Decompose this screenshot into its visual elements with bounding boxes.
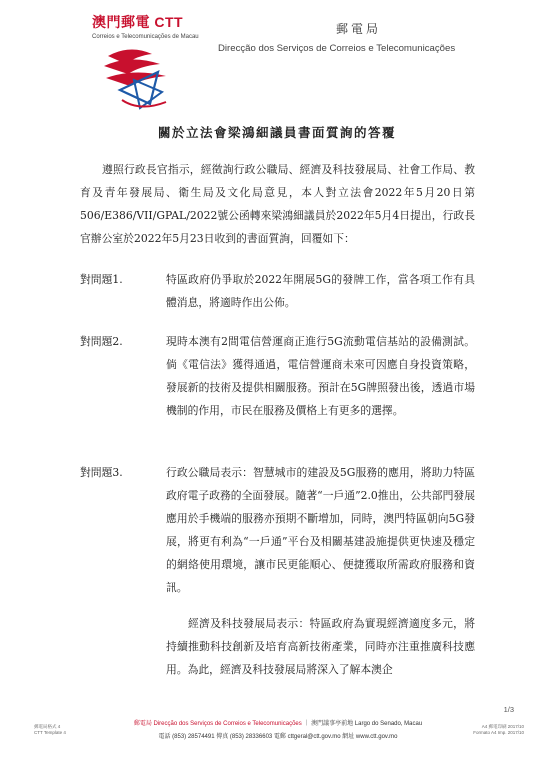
footer-template-note: 郵電局格式 4 CTT Template 4: [34, 724, 66, 735]
footer-contact: 電話 (853) 28574491 傳真 (853) 28336603 電郵 cttgeral@ctt.gov.mo 網址 www.ctt.gov.mo: [158, 734, 398, 740]
document-title: 關於立法會梁鴻細議員書面質詢的答覆: [157, 125, 396, 140]
ctt-logo: [92, 12, 199, 40]
footer-dept-name: 郵電局 Direcção dos Serviços de Correios e Telecomunicações: [133, 721, 302, 727]
footer-address: [108, 718, 448, 727]
question-3-label: 對問題3.: [80, 466, 123, 479]
footer-print-note: A4 郵電印刷 2017/10 Formato A4 Imp. 2017/10: [473, 724, 524, 735]
logo-subtitle: Correios e Telecomunicações de Macau: [92, 34, 199, 40]
question-2-label: 對問題2.: [80, 335, 123, 348]
ctt-emblem-icon: [100, 42, 178, 114]
department-name: [218, 20, 455, 54]
page-number: 1/3: [503, 705, 514, 714]
question-3-answer: 行政公職局表示：智慧城市的建設及5G服務的應用，將助力特區政府電子政務的全面發展。隨著“一戶通”2.0推出，公共部門發展應用於手機端的服務亦預期不斷增加，同時，澳門特區朝向5G發展，將更有利為“一戶通”平台及相關基建設施提供更快速及穩定的網絡使用環境，讓市民更能順心、便捷獲取所需政府服務和資訊。: [166, 466, 475, 594]
question-2-answer: 現時本澳有2間電信營運商正進行5G流動電信基站的設備測試。倘《電信法》獲得通過，電信營運商未來可因應自身投資策略，發展新的技術及提供相關服務。預計在5G牌照發出後，透過市場機制的作用，市民在服務及價格上有更多的選擇。: [166, 335, 475, 417]
question-1-answer: 特區政府仍爭取於2022年開展5G的發牌工作，當各項工作有具體消息，將適時作出公佈。: [166, 273, 475, 309]
question-3-continuation: 經濟及科技發展局表示：特區政府為實現經濟適度多元，將持續推動科技創新及培育高新技術產業，同時亦注重推廣科技應用。為此，經濟及科技發展局將深入了解本澳企: [166, 617, 475, 676]
intro-paragraph: 遵照行政長官指示，經徵詢行政公職局、經濟及科技發展局、社會工作局、教育及青年發展局、衛生局及文化局意見，本人對立法會2022年5月20日第506/E386/VII/GPAL/2022號公函轉來梁鴻細議員於2022年5月4日提出，行政長官辦公室於2022年5月23日收到的書面質詢，回覆如下：: [80, 163, 475, 245]
dept-name-zh: 郵電局: [336, 22, 382, 36]
logo-title: 澳門郵電 CTT: [92, 14, 184, 30]
footer-address-text: ｜ 澳門議事亭前地 Largo do Senado, Macau: [303, 721, 423, 727]
question-1-label: 對問題1.: [80, 273, 123, 286]
dept-name-pt: Direcção dos Serviços de Correios e Telecomunicações: [218, 43, 456, 54]
